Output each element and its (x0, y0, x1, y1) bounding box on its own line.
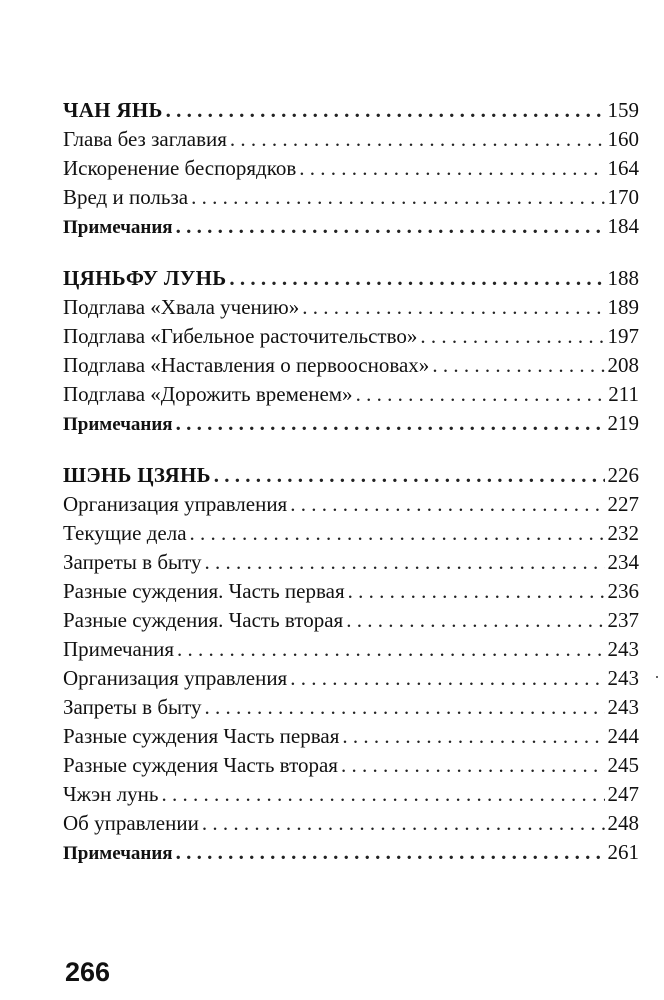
toc-entry-title: Подглава «Хвала учению» (63, 295, 300, 319)
toc-entry-title: Примечания (63, 637, 175, 661)
toc-entry (63, 722, 639, 751)
toc-entry-title: Организация управления (63, 666, 288, 690)
toc-entry (63, 519, 639, 548)
dot-leader (346, 606, 604, 635)
toc-page-number: 245 (607, 753, 639, 777)
toc-entry (63, 380, 639, 409)
toc-entry-title: Глава без заглавия (63, 127, 227, 151)
dot-leader (341, 751, 605, 780)
toc-page-number: 232 (607, 521, 639, 545)
toc-page-number: 159 (607, 98, 639, 122)
toc-notes-entry (63, 212, 639, 241)
toc-header-title: ЦЯНЬФУ ЛУНЬ (63, 266, 227, 290)
toc-page-number: 227 (607, 492, 639, 516)
dot-leader (176, 838, 605, 867)
dot-leader (230, 125, 605, 154)
toc-page-number: 237 (607, 608, 639, 632)
toc-header-title: ЧАН ЯНЬ (63, 98, 163, 122)
toc-entry-title: Подглава «Гибельное расточительство» (63, 324, 418, 348)
toc-page-number: 248 (607, 811, 639, 835)
dot-leader (205, 548, 605, 577)
toc-entry-title: Об управлении (63, 811, 199, 835)
toc-entry (63, 293, 639, 322)
toc-entry-title: Искоренение беспорядков (63, 156, 297, 180)
toc-page-number: 189 (607, 295, 639, 319)
toc-entry (63, 183, 639, 212)
toc-entry-title: Разные суждения. Часть вторая (63, 608, 344, 632)
toc-entry (63, 322, 639, 351)
toc-section-header (63, 96, 639, 125)
toc-entry-title: Разные суждения. Часть первая (63, 579, 345, 603)
toc-page-number: 164 (607, 156, 639, 180)
toc-page-number: 188 (607, 266, 639, 290)
dot-leader (205, 693, 605, 722)
toc-entry-title: Подглава «Дорожить временем» (63, 382, 353, 406)
toc-entry-title: Подглава «Наставления о первоосновах» (63, 353, 430, 377)
toc-section-header (63, 264, 639, 293)
dot-leader (356, 380, 606, 409)
dot-leader (176, 212, 605, 241)
toc-page-number: 184 (607, 214, 639, 238)
toc-section-header (63, 461, 639, 490)
toc-entry (63, 154, 639, 183)
toc-entry-title: Текущие дела (63, 521, 187, 545)
toc-page-number: 211 (608, 382, 639, 406)
toc-page-number: 243 (607, 695, 639, 719)
toc-page-number: 243 (607, 637, 639, 661)
toc-entry-title: Чжэн лунь (63, 782, 159, 806)
dot-leader (432, 351, 604, 380)
dot-leader (190, 519, 605, 548)
dot-leader (177, 635, 604, 664)
toc-page-number: 197 (607, 324, 639, 348)
toc-entry (63, 577, 639, 606)
scan-speck (656, 676, 658, 678)
toc-entry-title: Вред и польза (63, 185, 189, 209)
toc-page-number: 160 (607, 127, 639, 151)
dot-leader (161, 780, 604, 809)
toc-page-number: 261 (607, 840, 639, 864)
toc-entry (63, 751, 639, 780)
dot-leader (176, 409, 605, 438)
dot-leader (191, 183, 604, 212)
toc-entry (63, 809, 639, 838)
toc-entry-title: Запреты в быту (63, 550, 202, 574)
toc-notes-title: Примечания (63, 843, 173, 864)
toc-section-shen-jian (63, 461, 639, 867)
toc-entry (63, 125, 639, 154)
dot-leader (214, 461, 605, 490)
dot-leader (302, 293, 604, 322)
toc-entry (63, 351, 639, 380)
dot-leader (290, 664, 604, 693)
toc-section-chan-yan (63, 96, 639, 241)
toc-page-number: 226 (607, 463, 639, 487)
toc-page-number: 243 (607, 666, 639, 690)
toc-entry-title: Запреты в быту (63, 695, 202, 719)
toc-entry (63, 693, 639, 722)
toc-notes-entry (63, 409, 639, 438)
toc-entry (63, 664, 639, 693)
toc-entry-title: Разные суждения Часть вторая (63, 753, 338, 777)
toc-entry (63, 635, 639, 664)
toc-entry (63, 548, 639, 577)
dot-leader (202, 809, 605, 838)
dot-leader (420, 322, 604, 351)
toc-notes-title: Примечания (63, 217, 173, 238)
toc-page-number: 219 (607, 411, 639, 435)
toc-page-number: 244 (607, 724, 639, 748)
table-of-contents (63, 96, 639, 890)
toc-header-title: ШЭНЬ ЦЗЯНЬ (63, 463, 211, 487)
toc-page-number: 236 (607, 579, 639, 603)
toc-section-qianfu-lun (63, 264, 639, 438)
toc-entry (63, 490, 639, 519)
dot-leader (166, 96, 605, 125)
toc-entry (63, 780, 639, 809)
toc-page-number: 247 (607, 782, 639, 806)
toc-notes-entry (63, 838, 639, 867)
dot-leader (342, 722, 604, 751)
dot-leader (290, 490, 604, 519)
page-number: 266 (65, 957, 111, 987)
toc-page-number: 170 (607, 185, 639, 209)
toc-page-number: 234 (607, 550, 639, 574)
toc-entry-title: Разные суждения Часть первая (63, 724, 340, 748)
dot-leader (229, 264, 604, 293)
dot-leader (348, 577, 605, 606)
toc-page-number: 208 (607, 353, 639, 377)
toc-notes-title: Примечания (63, 414, 173, 435)
toc-entry (63, 606, 639, 635)
dot-leader (299, 154, 604, 183)
toc-entry-title: Организация управления (63, 492, 288, 516)
